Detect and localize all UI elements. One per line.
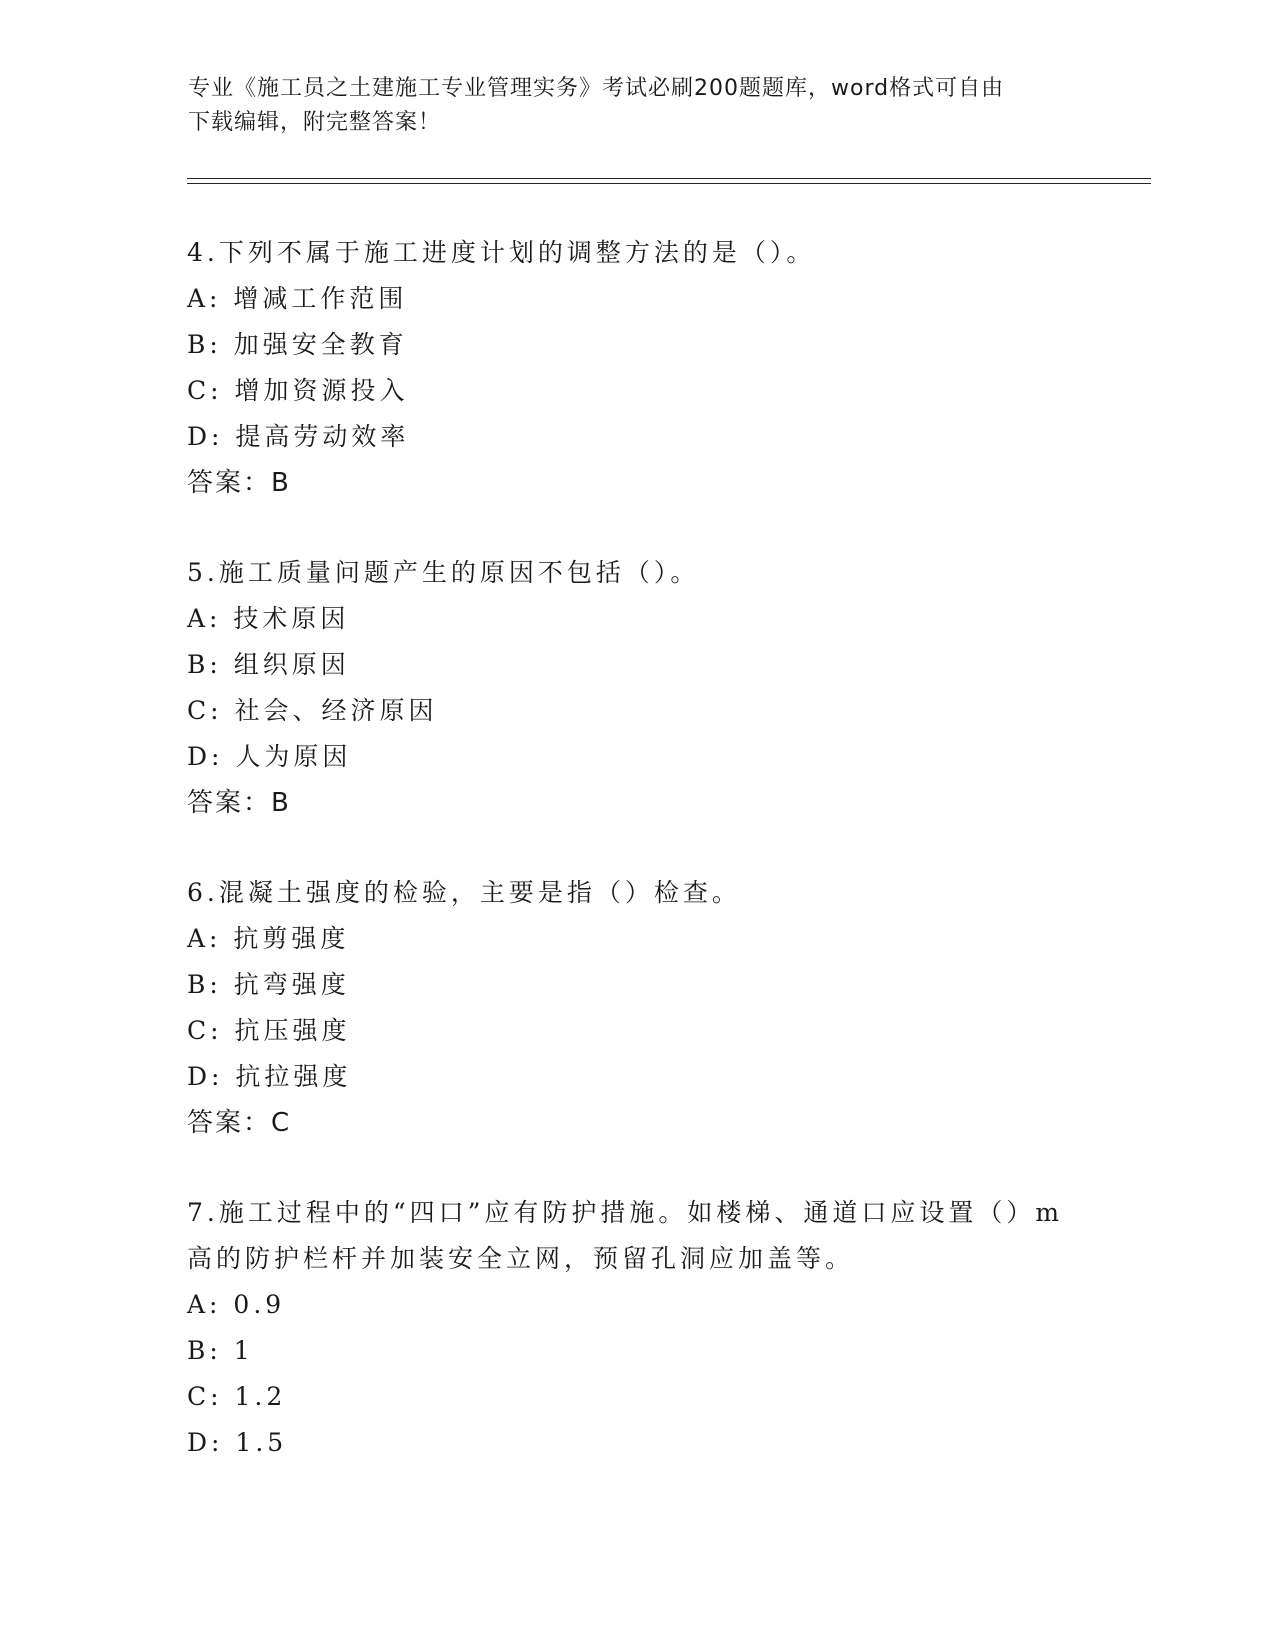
question-7 [187, 1190, 1087, 1466]
header-line-1: 专业《施工员之土建施工专业管理实务》考试必刷200题题库，word格式可自由 [188, 76, 1005, 101]
option-a: A: 增减工作范围 [187, 284, 408, 313]
option-b: B: 组织原因 [187, 650, 350, 679]
option-d: D: 人为原因 [187, 742, 352, 771]
header-divider-bottom [187, 183, 1151, 184]
header-divider-top [187, 178, 1151, 179]
document-header [188, 72, 1088, 140]
option-c: C: 增加资源投入 [187, 376, 409, 405]
option-b: B: 加强安全教育 [187, 330, 408, 359]
question-stem-line-1: 7.施工过程中的“四口”应有防护措施。如楼梯、通道口应设置（）m [187, 1198, 1064, 1227]
question-5 [187, 550, 1087, 826]
option-d: D: 1.5 [187, 1428, 288, 1457]
question-stem: 6.混凝土强度的检验，主要是指（）检查。 [187, 878, 741, 907]
question-stem: 4.下列不属于施工进度计划的调整方法的是（）。 [187, 238, 816, 267]
question-6 [187, 870, 1087, 1146]
option-a: A: 技术原因 [187, 604, 350, 633]
option-a: A: 抗剪强度 [187, 924, 350, 953]
question-stem: 5.施工质量问题产生的原因不包括（）。 [187, 558, 700, 587]
option-a: A: 0.9 [187, 1290, 286, 1319]
question-4 [187, 230, 1087, 506]
question-stem-line-2: 高的防护栏杆并加装安全立网，预留孔洞应加盖等。 [187, 1244, 855, 1273]
header-line-2: 下载编辑，附完整答案！ [188, 110, 442, 135]
answer-label: 答案：B [187, 788, 291, 818]
option-c: C: 社会、经济原因 [187, 696, 438, 725]
option-d: D: 提高劳动效率 [187, 422, 410, 451]
answer-label: 答案：C [187, 1108, 292, 1138]
option-b: B: 1 [187, 1336, 254, 1365]
option-b: B: 抗弯强度 [187, 970, 350, 999]
option-c: C: 1.2 [187, 1382, 287, 1411]
option-d: D: 抗拉强度 [187, 1062, 352, 1091]
option-c: C: 抗压强度 [187, 1016, 351, 1045]
answer-label: 答案：B [187, 468, 291, 498]
